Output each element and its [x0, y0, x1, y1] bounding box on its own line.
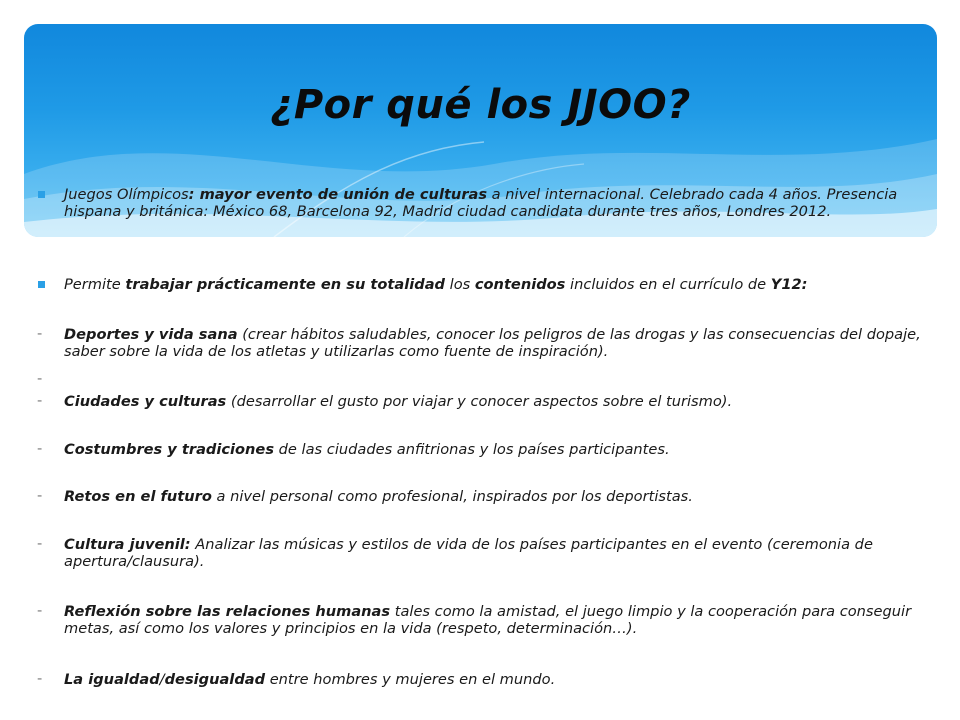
emphasis-text: La igualdad [64, 671, 160, 688]
body-text: Permite [64, 276, 126, 293]
emphasis-text: : mayor evento de unión de culturas [188, 186, 488, 203]
list-item-text [64, 489, 926, 506]
dash-bullet-icon: - [37, 602, 43, 619]
body-text: entre hombres y mujeres en el mundo. [265, 671, 556, 688]
body-text: Juegos Olímpicos [64, 186, 189, 203]
body-text: de las ciudades anfitrionas y los países participantes. [274, 441, 670, 458]
body-text: Analizar las músicas y estilos de vida de los países participantes en el evento (ceremonia de apertura/clausura). [64, 536, 873, 570]
list-item [36, 394, 926, 411]
emphasis-text: Deportes y vida sana [64, 326, 238, 343]
emphasis-text: Y12: [770, 276, 808, 293]
body-text: los [445, 276, 475, 293]
list-item-text [64, 604, 926, 637]
emphasis-text: desigualdad [164, 671, 266, 688]
list-item [36, 672, 926, 689]
list-item-text [64, 394, 926, 411]
emphasis-text: Ciudades y culturas [64, 393, 227, 410]
body-text: a nivel personal como profesional, inspirados por los deportistas. [211, 488, 693, 505]
dash-bullet-icon: - [37, 440, 43, 457]
emphasis-text: Retos en el futuro [64, 488, 212, 505]
list-item-text [64, 672, 926, 689]
dash-bullet-icon: - [37, 392, 43, 409]
dash-bullet-icon: - [37, 325, 43, 342]
list-item [36, 442, 926, 459]
body-text: tales como la amistad, el juego limpio y la cooperación para conseguir metas, así como los valores y principios en la vida (respeto, determinación…). [64, 603, 912, 637]
list-item [36, 277, 926, 294]
list-item-text [64, 442, 926, 459]
list-item-text [64, 277, 926, 294]
body-text: incluidos en el currículo de [565, 276, 771, 293]
emphasis-text: Cultura juvenil: [64, 536, 191, 553]
dash-bullet-icon: - [37, 670, 43, 687]
list-item-text [64, 327, 926, 360]
dash-bullet-icon: - [37, 487, 43, 504]
list-item [36, 604, 926, 637]
body-text: / [159, 671, 165, 688]
body-text: (crear hábitos saludables, conocer los peligros de las drogas y las consecuencias del dopaje, saber sobre la vida de los atletas y utilizarlas como fuente de inspiración). [64, 326, 921, 360]
dash-bullet-icon: - [37, 535, 43, 552]
body-text: a nivel internacional. Celebrado cada 4 años. Presencia hispana y británica: México 68, Barcelona 92, Madrid ciudad candidata durante tres años, Londres 2012. [64, 186, 898, 220]
list-item [36, 327, 926, 360]
square-bullet-icon [38, 281, 45, 288]
emphasis-text: Costumbres y tradiciones [64, 441, 275, 458]
list-item-text [64, 187, 926, 220]
emphasis-text: contenidos [474, 276, 566, 293]
dash-bullet-icon: - [37, 370, 43, 387]
page-title: ¿Por qué los JJOO? [270, 82, 691, 128]
list-item-text [64, 537, 926, 570]
emphasis-text: Reflexión sobre las relaciones humanas [64, 603, 391, 620]
list-item [36, 537, 926, 570]
list-item [36, 187, 926, 220]
square-bullet-icon [38, 191, 45, 198]
body-text: (desarrollar el gusto por viajar y conocer aspectos sobre el turismo). [226, 393, 733, 410]
list-item [36, 489, 926, 506]
emphasis-text: trabajar prácticamente en su totalidad [125, 276, 445, 293]
